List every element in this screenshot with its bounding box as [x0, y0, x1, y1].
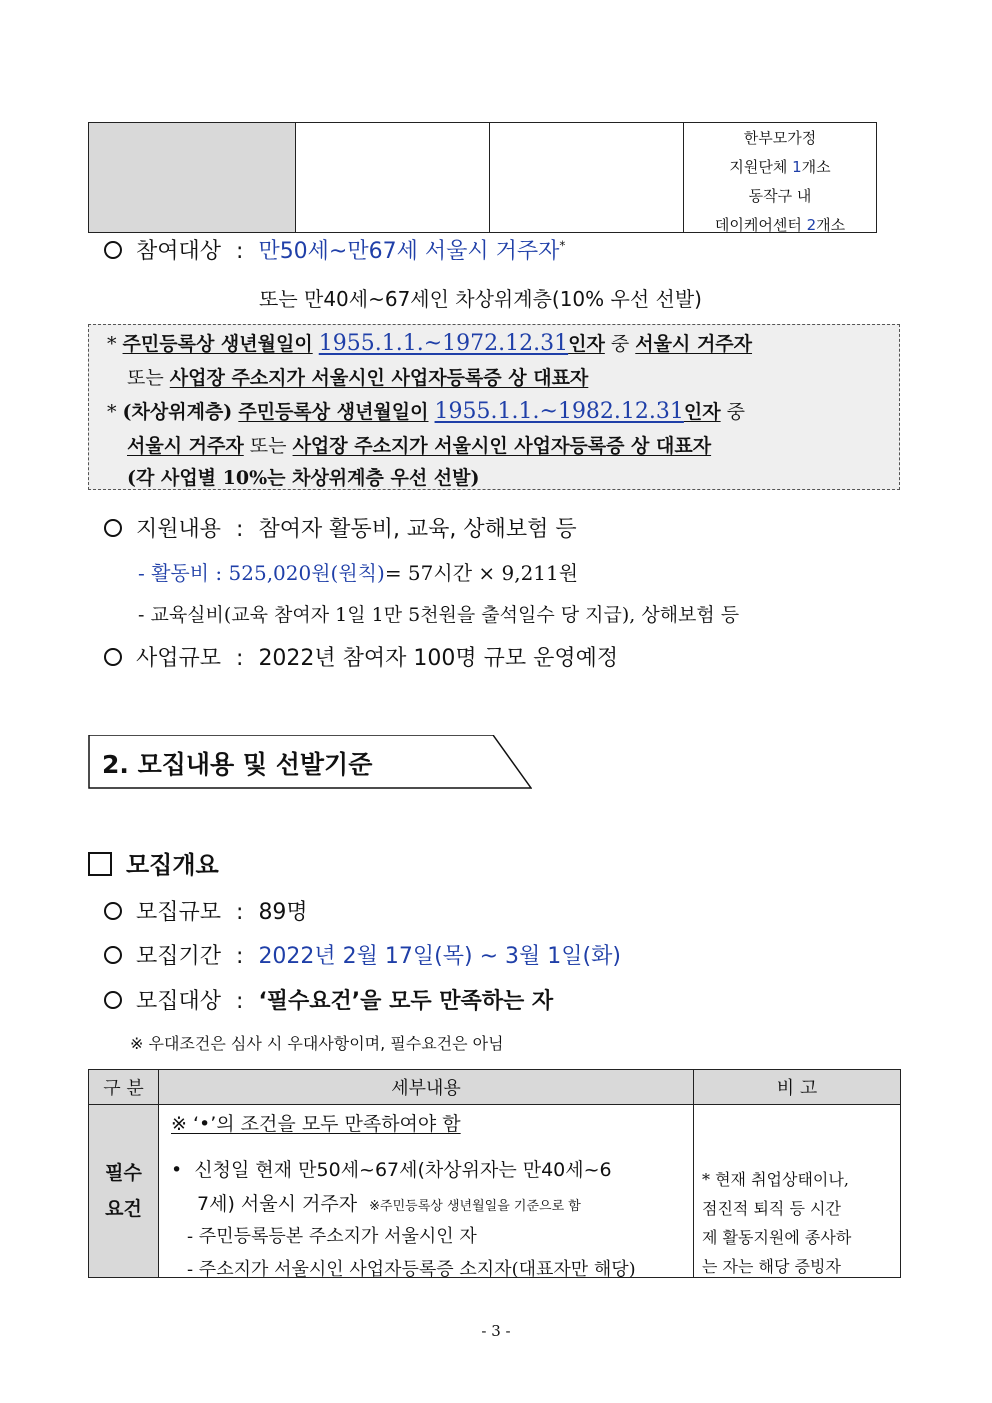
size-row: 모집규모 : 89명 [104, 895, 308, 926]
period-value: 2022년 2월 17일(목) ~ 3월 1일(화) [258, 944, 621, 969]
overview-note: ※ 우대조건은 심사 시 우대사항이며, 필수요건은 아님 [130, 1034, 504, 1053]
note-line-3: * (차상위계층) 주민등록상 생년월일이 1955.1.1.~1982.12.31인자 중 [107, 399, 746, 424]
detail-dash-1: - 주민등록등본 주소지가 서울시인 자 [187, 1226, 477, 1247]
circle-bullet-icon [104, 519, 122, 537]
participants-row: 참여대상 : 만50세~만67세 서울시 거주자* [104, 234, 565, 265]
note-line-5: (각 사업별 10%는 차상위계층 우선 선발) [127, 467, 480, 489]
target-row: 모집대상 : ‘필수요건’을 모두 만족하는 자 [104, 984, 553, 1015]
detail-dash-2: - 주소지가 서울시인 사업자등록증 소지자(대표자만 해당) [187, 1259, 636, 1280]
detail-bullet-2: 7세) 서울시 거주자 ※주민등록상 생년월일을 기준으로 함 [197, 1193, 581, 1215]
detail-title: ※ ‘•’의 조건을 모두 만족하여야 함 [171, 1113, 461, 1135]
checkbox-icon [88, 852, 112, 876]
overview-heading: 모집개요 [88, 845, 219, 880]
table-cell-gray [89, 123, 296, 232]
header-remark: 비 고 [694, 1070, 901, 1105]
table-cell [490, 123, 684, 232]
asterisk-mark: * [559, 238, 566, 253]
row-label: 필수 요건 [89, 1105, 159, 1278]
size-value: 89명 [258, 900, 308, 925]
circle-bullet-icon [104, 241, 122, 259]
target-value: ‘필수요건’을 모두 만족하는 자 [258, 989, 554, 1014]
section-title: 2. 모집내용 및 선발기준 [102, 750, 373, 779]
detail-bullet-1: • 신청일 현재 만50세~67세(차상위자는 만40세~6 [171, 1159, 612, 1181]
scale-row: 사업규모 : 2022년 참여자 100명 규모 운영예정 [104, 641, 618, 672]
note-line: 지원단체 1개소 [729, 158, 831, 176]
support-value: 참여자 활동비, 교육, 상해보험 등 [258, 517, 577, 542]
note-line-2: 또는 사업장 주소지가 서울시인 사업자등록증 상 대표자 [127, 367, 589, 389]
eligibility-notes-box [88, 324, 900, 490]
support-row: 지원내용 : 참여자 활동비, 교육, 상해보험 등 [104, 512, 577, 543]
table-cell [296, 123, 490, 232]
participants-label: 참여대상 [136, 239, 222, 264]
period-row: 모집기간 : 2022년 2월 17일(목) ~ 3월 1일(화) [104, 939, 621, 970]
header-detail: 세부내용 [159, 1070, 694, 1105]
requirements-table [88, 1069, 901, 1278]
bullet-dot-icon: • [171, 1159, 183, 1181]
top-table [88, 122, 877, 233]
note-line: 동작구 내 [748, 187, 812, 205]
header-category: 구 분 [89, 1070, 159, 1105]
circle-bullet-icon [104, 991, 122, 1009]
page-number: - 3 - [481, 1322, 511, 1340]
participants-value: 만50세~만67세 서울시 거주자 [258, 239, 560, 264]
note-line-1: * 주민등록상 생년월일이 1955.1.1.~1972.12.31인자 중 서울시 거주자 [107, 331, 753, 356]
support-sub2: - 교육실비(교육 참여자 1일 1만 5천원을 출석일수 당 지급), 상해보험 등 [138, 604, 740, 626]
table-cell-note [684, 123, 876, 232]
note-line: 데이케어센터 2개소 [714, 216, 846, 234]
note-line: 한부모가정 [743, 129, 817, 147]
circle-bullet-icon [104, 648, 122, 666]
section-banner [88, 735, 532, 789]
participants-line2: 또는 만40세~67세인 차상위계층(10% 우선 선발) [259, 287, 702, 311]
circle-bullet-icon [104, 946, 122, 964]
remark-cell [694, 1105, 901, 1278]
remark-text: * 현재 취업상태이나, 점진적 퇴직 등 시간 제 활동지원에 종사하 는 자는 해당 증빙자 [702, 1170, 852, 1276]
scale-value: 2022년 참여자 100명 규모 운영예정 [258, 646, 619, 671]
note-line-4: 서울시 거주자 또는 사업장 주소지가 서울시인 사업자등록증 상 대표자 [127, 435, 712, 457]
support-sub1: - 활동비 : 525,020원(원칙)= 57시간 × 9,211원 [138, 561, 579, 585]
circle-bullet-icon [104, 902, 122, 920]
detail-cell [159, 1105, 694, 1278]
